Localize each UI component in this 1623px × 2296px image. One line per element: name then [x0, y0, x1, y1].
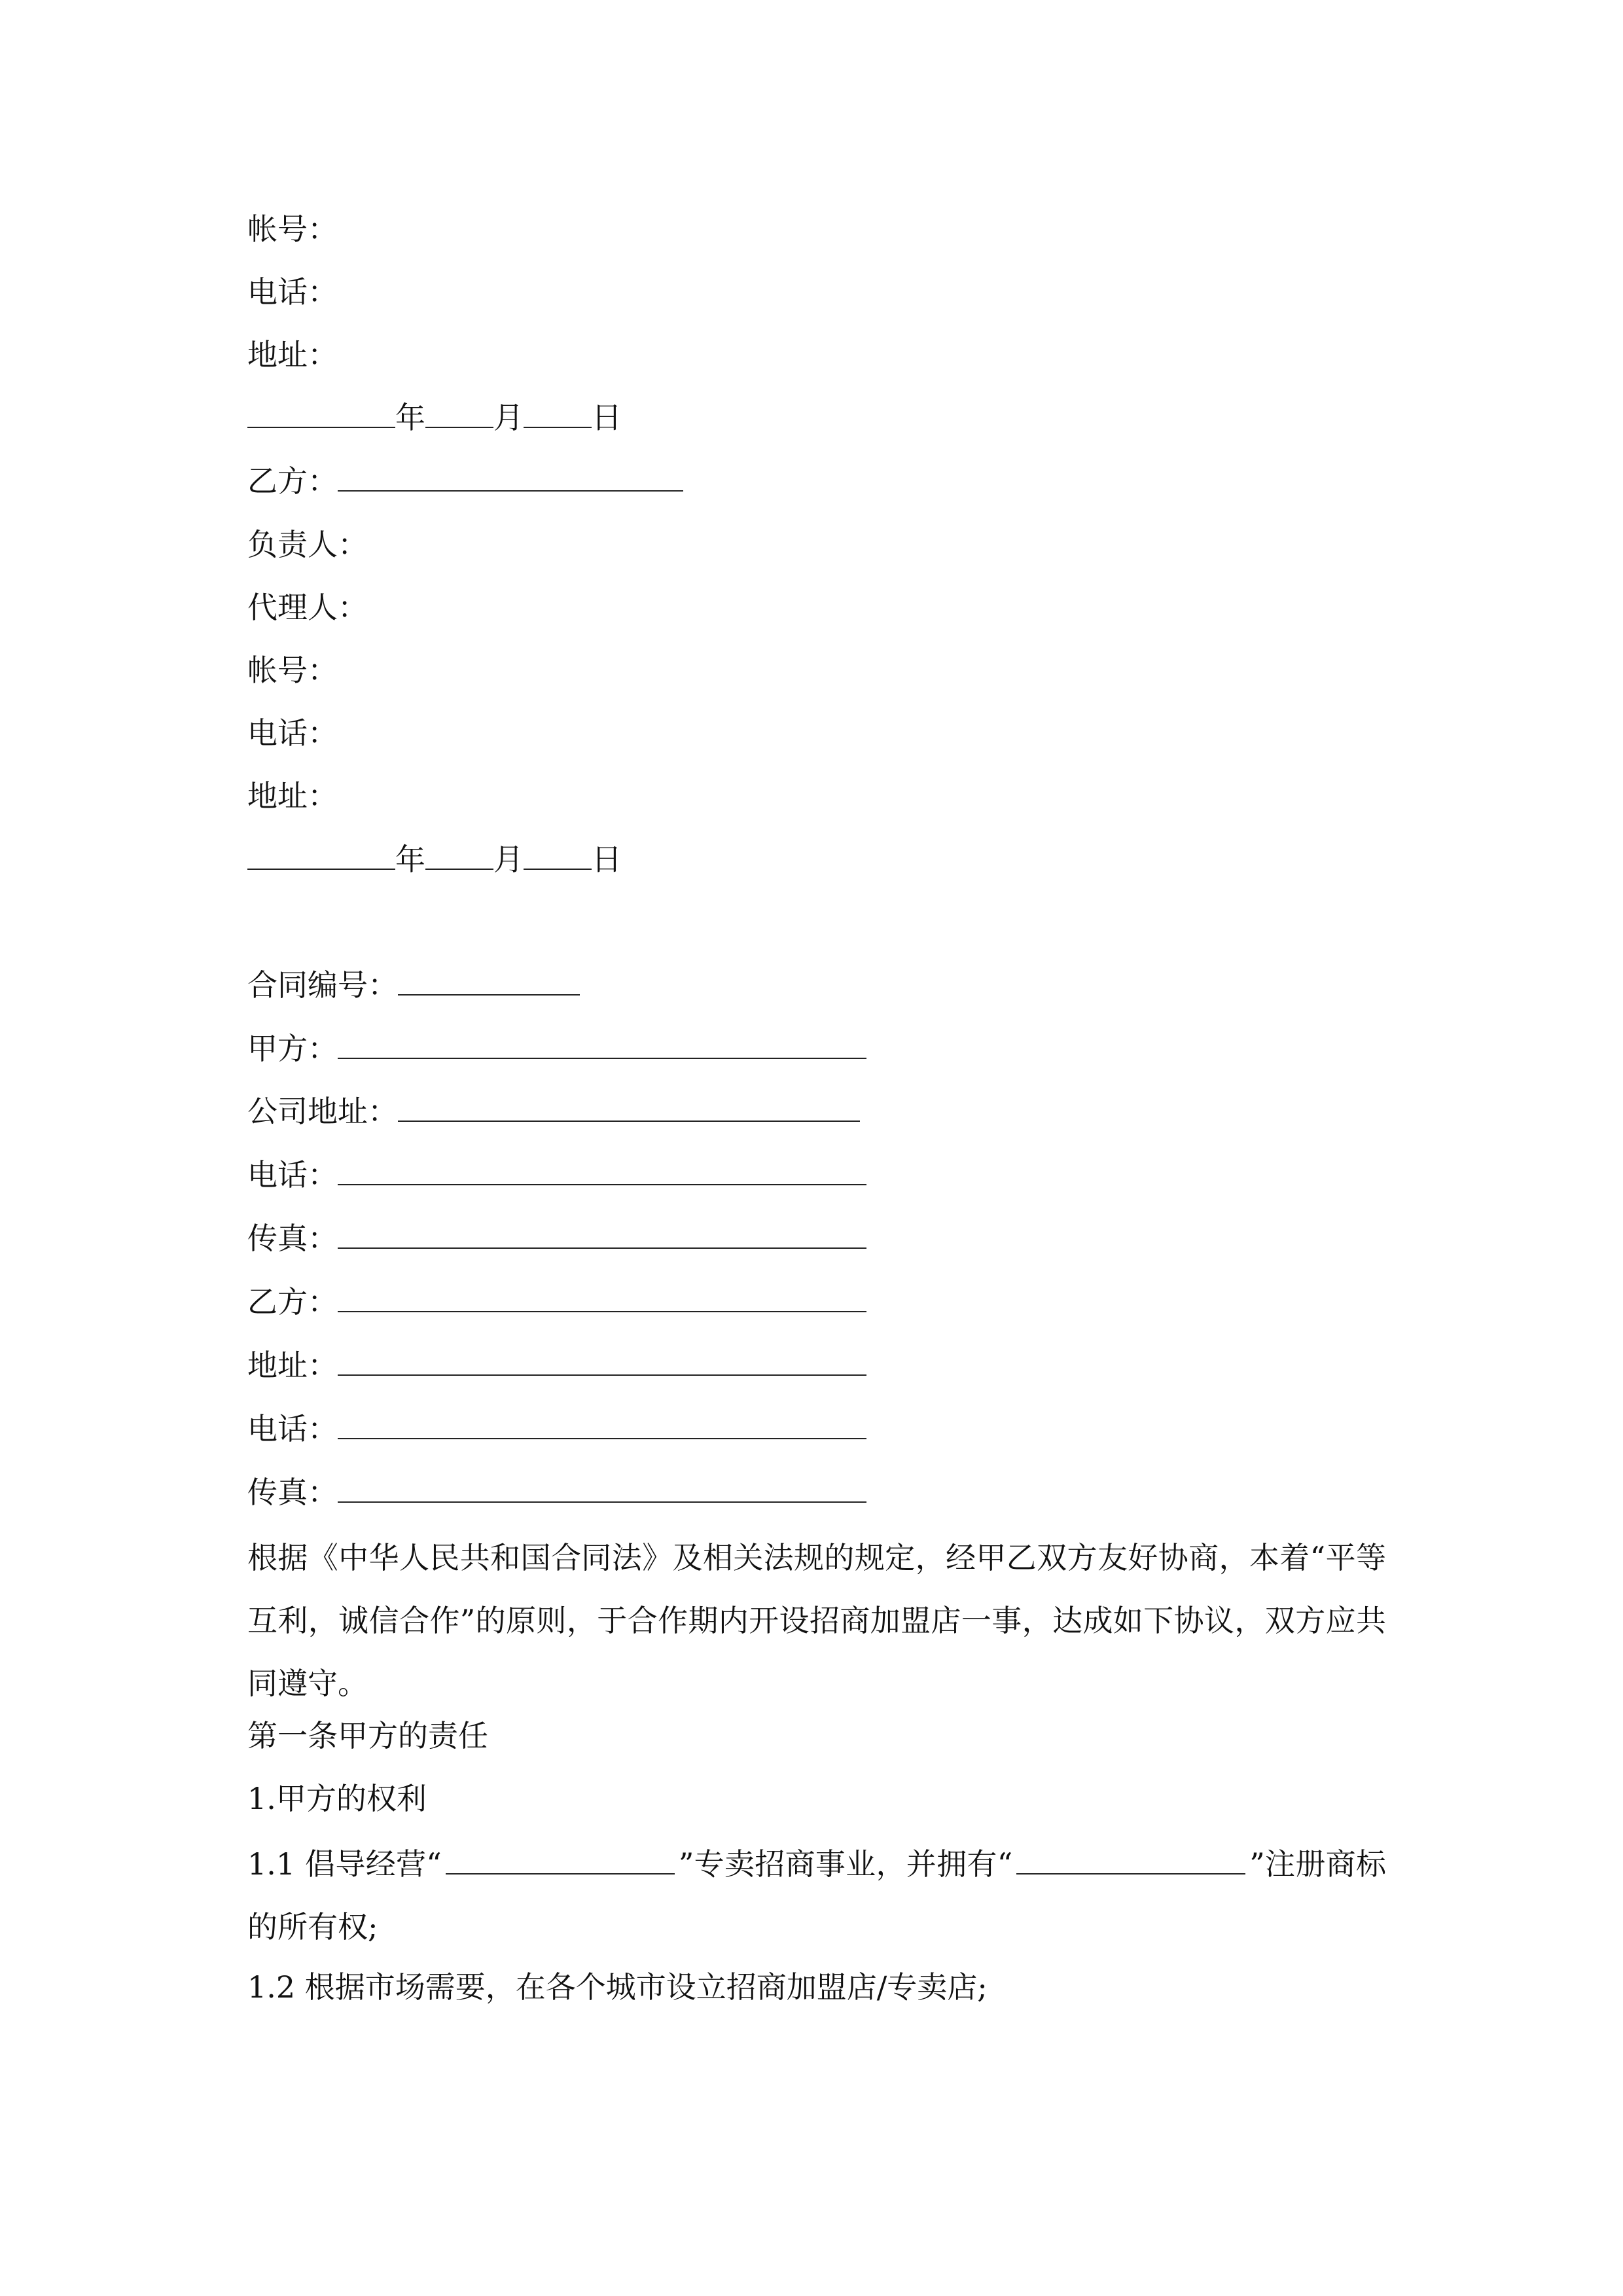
account-label-b: 帐号： [247, 653, 338, 688]
fax-a-label: 传真： [247, 1221, 338, 1256]
address-label-a: 地址： [247, 337, 338, 372]
date-line-a [247, 398, 622, 437]
phone-label-a: 电话： [247, 274, 338, 310]
day-blank[interactable] [524, 398, 592, 428]
account-label-a: 帐号： [247, 211, 338, 247]
intro-paragraph: 根据《中华人民共和国合同法》及相关法规的规定，经甲乙双方友好协商，本着“平等互利，诚信合作”的原则，于合作期内开设招商加盟店一事，达成如下协议，双方应共同遵守。 [247, 1540, 1386, 1701]
article-1-title: 第一条甲方的责任 [247, 1718, 488, 1753]
phone-b-line [247, 1409, 866, 1448]
party-a-blank[interactable] [338, 1029, 866, 1059]
company-address-label: 公司地址： [247, 1094, 398, 1129]
contract-no-line [247, 965, 580, 1005]
party-b-blank[interactable] [338, 461, 683, 492]
year-blank[interactable] [247, 840, 395, 870]
address-b-line [247, 1346, 866, 1385]
year-label: 年 [395, 842, 425, 877]
fax-b-blank[interactable] [338, 1473, 866, 1503]
day-blank[interactable] [524, 840, 592, 870]
responsible-label: 负责人： [247, 527, 368, 562]
contract-no-blank[interactable] [398, 965, 580, 996]
fax-b-line [247, 1473, 866, 1512]
party-b-header-label: 乙方： [247, 1284, 338, 1319]
business-name-blank[interactable] [446, 1844, 675, 1874]
phone-b-label: 电话： [247, 1411, 338, 1446]
phone-b-blank[interactable] [338, 1409, 866, 1439]
company-address-line [247, 1092, 860, 1131]
fax-a-blank[interactable] [338, 1219, 866, 1249]
item-1-1-part-a: 1.1 倡导经营“ [247, 1846, 442, 1882]
year-label: 年 [395, 400, 425, 435]
item-1-1-part-c: ”注册商标的所有权; [247, 1846, 1386, 1945]
item-1-1 [247, 1833, 1386, 1958]
address-label-b: 地址： [247, 778, 338, 814]
year-blank[interactable] [247, 398, 395, 428]
agent-label: 代理人： [247, 590, 368, 625]
month-label: 月 [493, 842, 524, 877]
phone-a-label: 电话： [247, 1157, 338, 1193]
address-b-blank[interactable] [338, 1346, 866, 1376]
item-1-2: 1.2 根据市场需要，在各个城市设立招商加盟店/专卖店; [247, 1969, 988, 2005]
month-label: 月 [493, 400, 524, 435]
party-b-label: 乙方： [247, 463, 338, 499]
item-1-1-part-b: ”专卖招商事业，并拥有“ [678, 1846, 1013, 1882]
month-blank[interactable] [425, 398, 493, 428]
phone-a-line [247, 1155, 866, 1194]
company-address-blank[interactable] [398, 1092, 860, 1122]
day-label: 日 [592, 842, 622, 877]
section-1-title: 1.甲方的权利 [247, 1781, 427, 1816]
party-b-header-blank[interactable] [338, 1282, 866, 1312]
party-b-header-line [247, 1282, 866, 1321]
day-label: 日 [592, 400, 622, 435]
party-a-line [247, 1029, 866, 1068]
party-a-label: 甲方： [247, 1031, 338, 1066]
phone-a-blank[interactable] [338, 1155, 866, 1185]
fax-a-line [247, 1219, 866, 1258]
party-b-line [247, 461, 683, 501]
date-line-b [247, 840, 622, 879]
contract-no-label: 合同编号： [247, 967, 398, 1003]
month-blank[interactable] [425, 840, 493, 870]
trademark-blank[interactable] [1016, 1844, 1245, 1874]
fax-b-label: 传真： [247, 1475, 338, 1510]
phone-label-b: 电话： [247, 715, 338, 751]
address-b-label: 地址： [247, 1348, 338, 1383]
